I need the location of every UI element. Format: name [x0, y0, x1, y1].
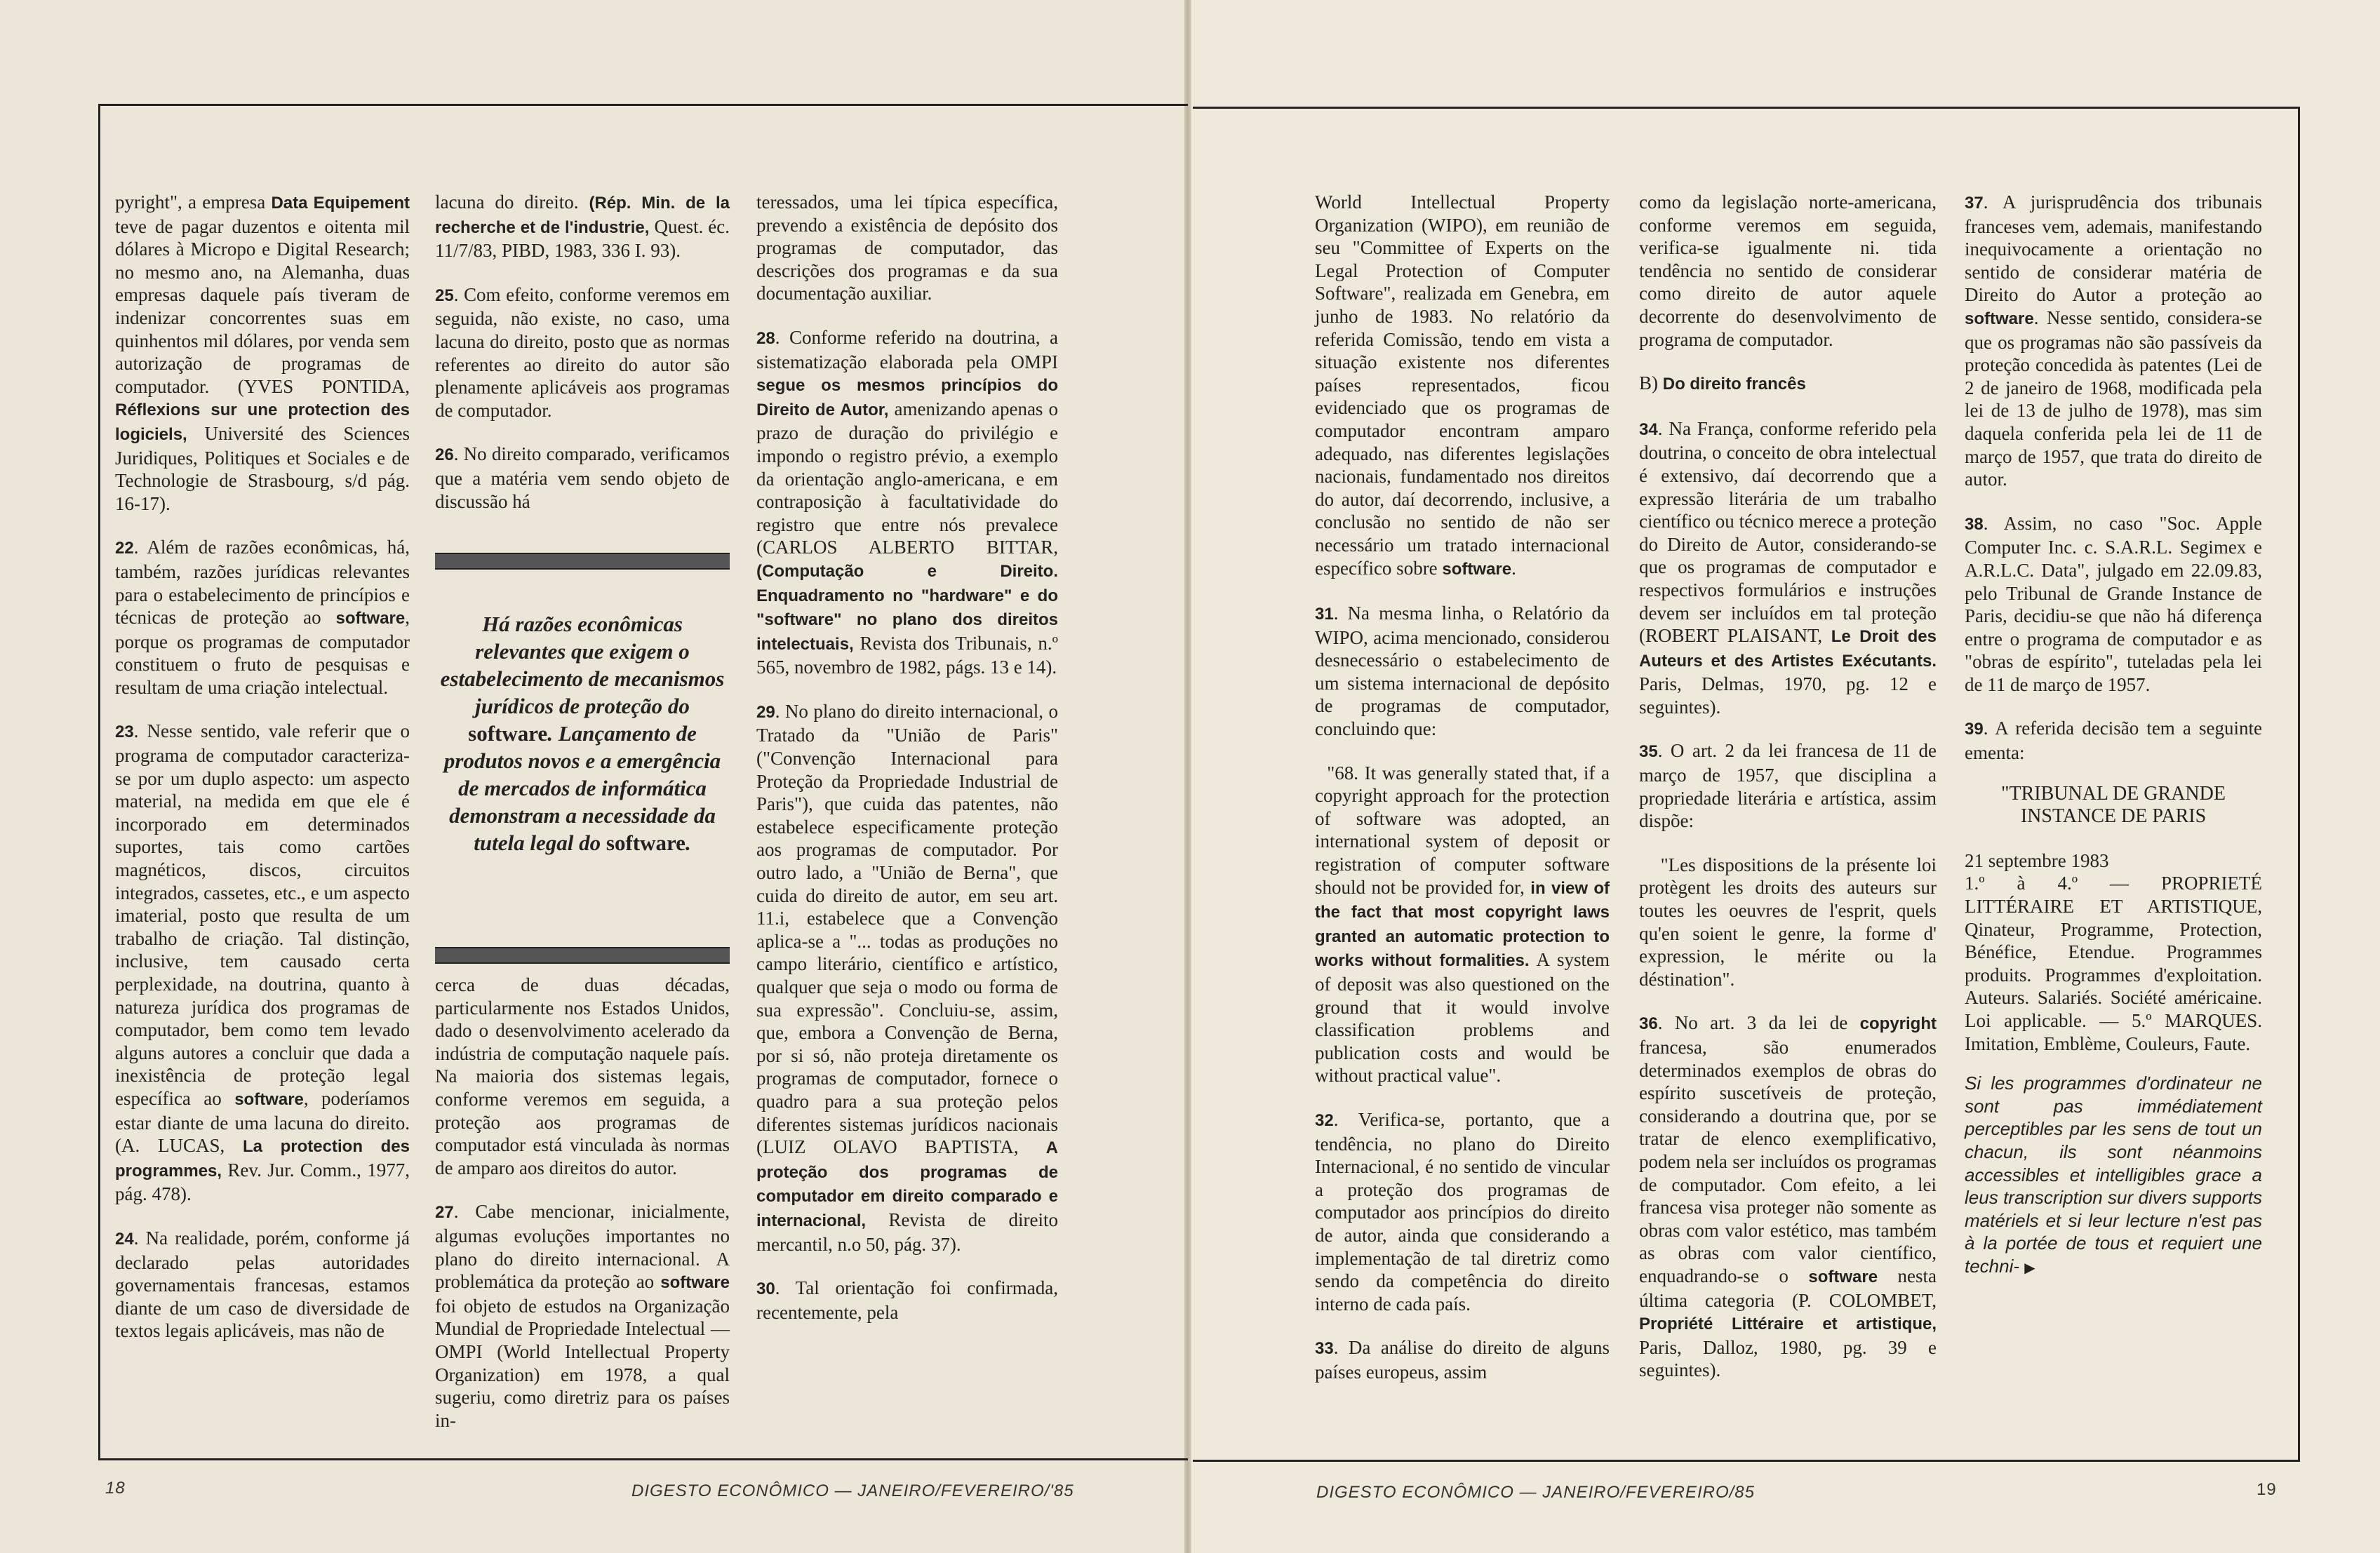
right-column-3	[1965, 191, 2262, 1301]
paragraph-37: 37. A jurisprudência dos tribunais franceses vem, ademais, manifestando inequivocamente a orientação no sentido de considerar matéria de Direito do Autor a proteção ao software. Nesse sentido, considera-se que os programas não são passíveis da proteção concedida às patentes (Lei de 2 de janeiro de 1968, modificada pela lei de 13 de julho de 1978), mas sim daquela conferida pela lei de 11 de março de 1957, que trata do direito de autor.	[1965, 191, 2262, 490]
paragraph-25: 25. Com efeito, conforme veremos em seguida, não existe, no caso, uma lacuna do direito, posto que as normas referentes ao direito do autor são plenamente aplicáveis aos programas de computador.	[435, 283, 730, 421]
paragraph-36: 36. No art. 3 da lei de copyright francesa, são enumerados determinados exemplos de obras do espírito suscetíveis de proteção, considerando a doutrina que, por se tratar de elenco exemplificativo, podem nela ser incluídos os programas de computador. Com efeito, a lei francesa visa proteger não somente as obras com valor estético, mas também as obras com valor científico, enquadrando-se o software nesta última categoria (P. COLOMBET, Propriété Littéraire et artistique, Paris, Dalloz, 1980, pg. 39 e seguintes).	[1639, 1012, 1937, 1381]
paragraph: pyright", a empresa Data Equipement teve de pagar duzentos e oitenta mil dólares à Micropo e Digital Research; no mesmo ano, na Alemanha, duas empresas daquele país tiveram de indenizar concorrentes suas em quinhentos mil dólares, por venda sem autorização de programas de computador. (YVES PONTIDA, Réflexions sur une protection des logiciels, Université des Sciences Juridiques, Politiques et Sociales e de Technologie de Strasbourg, s/d pág. 16-17).	[115, 191, 410, 514]
left-column-2-bottom	[435, 974, 730, 1453]
pullquote-bar-top	[435, 553, 730, 570]
pullquote-text-2: . Lançamento de produtos novos e a emergência de mercados de informática demonstram a necessidade da tutela legal do	[443, 721, 721, 855]
pullquote-text: Há razões econômicas relevantes que exigem o estabelecimento de mecanismos jurídicos de proteção do	[440, 612, 725, 718]
paragraph: teressados, uma lei típica específica, prevendo a existência de depósito dos programas de computador, das descrições dos programas e da sua documentação auxiliar.	[756, 191, 1058, 304]
paragraph-28: 28. Conforme referido na doutrina, a sistematização elaborada pela OMPI segue os mesmos princípios do Direito de Autor, amenizando apenas o prazo de duração do privilégio e impondo o registro prévio, a exemplo da orientação anglo-americana, e em contraposição à facultatividade do registro que entre nós prevalece (CARLOS ALBERTO BITTAR, (Computação e Direito. Enquadramento no "hardware" e do "software" no plano dos direitos intelectuais, Revista dos Tribunais, n.º 565, novembro de 1982, págs. 13 e 14).	[756, 326, 1058, 678]
pullquote: Há razões econômicas relevantes que exigem o estabelecimento de mecanismos jurídicos de proteção do software. Lançamento de produtos novos e a emergência de mercados de informática demonstram a necessidade da tutela legal do software.	[440, 612, 725, 855]
pullquote-software-2: software	[606, 831, 686, 855]
paragraph: cerca de duas décadas, particularmente nos Estados Unidos, dado o desenvolvimento acelerado da indústria de computação naquele país. Na maioria dos sistemas legais, conforme veremos em seguida, a proteção aos programas de computador está vinculada às normas de amparo aos direitos do autor.	[435, 974, 730, 1178]
paragraph-30: 30. Tal orientação foi confirmada, recentemente, pela	[756, 1277, 1058, 1323]
tribunal-italic-text: Si les programmes d'ordinateur ne sont pas immédiatement perceptibles par les sens de tout un chacun, ils sont néanmoins accessibles et intelligibles grace a leus transcription sur divers supports matériels et si leur lecture n'est pas à la portée de tous et requiert une techni-	[1965, 1073, 2262, 1277]
right-footer-title: DIGESTO ECONÔMICO — JANEIRO/FEVEREIRO/85	[1316, 1483, 1755, 1502]
paragraph-27: 27. Cabe mencionar, inicialmente, algumas evoluções importantes no plano do direito internacional. A problemática da proteção ao software foi objeto de estudos na Organização Mundial de Propriedade Intelectual — OMPI (World Intellectual Property Organization) em 1978, a qual sugeriu, como diretriz para os países in-	[435, 1201, 730, 1431]
paragraph-31: 31. Na mesma linha, o Relatório da WIPO, acima mencionado, considerou desnecessário o estabelecimento de um sistema internacional de depósito de programas de computador, concluindo que:	[1315, 603, 1610, 740]
paragraph: World Intellectual Property Organization (WIPO), em reunião de seu "Committee of Experts on the Legal Protection of Computer Software", realizada em Genebra, em junho de 1983. No relatório da referida Comissão, tendo em vista a situação existente nos diferentes países representados, ficou evidenciado que os programas de computador encontram amparo adequado, nas diferentes legislações nacionais, fundamentado nos direitos do autor, daí decorrendo, inclusive, a conclusão no sentido de não ser necessário um tratado internacional específico sobre software.	[1315, 191, 1610, 579]
paragraph-24: 24. Na realidade, porém, conforme já declarado pelas autoridades governamentais francesas, estamos diante de um caso de diversidade de textos legais aplicáveis, mas não de	[115, 1227, 410, 1342]
paragraph-38: 38. Assim, no caso "Soc. Apple Computer Inc. c. S.A.R.L. Segimex e A.R.L.C. Data", julgado em 22.09.83, pelo Tribunal de Grande Instance de Paris, decidiu-se que não há diferença entre o programa de computador e as "obras de espírito", tuteladas pela lei de 11 de março de 1957.	[1965, 512, 2262, 695]
tribunal-date: 21 septembre 1983	[1965, 849, 2109, 871]
paragraph-34: 34. Na França, conforme referido pela doutrina, o conceito de obra intelectual é extensivo, daí decorrendo que a expressão literária de um trabalho científico ou técnico merece a proteção do Direito de Autor, considerando-se que os programas de computador e respectivos formulários e instruções devem ser incluídos em tal proteção (ROBERT PLAISANT, Le Droit des Auteurs et des Artistes Exécutants. Paris, Delmas, 1970, pg. 12 e seguintes).	[1639, 417, 1937, 718]
paragraph-33: 33. Da análise do direito de alguns países europeus, assim	[1315, 1337, 1610, 1383]
french-quote: "Les dispositions de la présente loi protègent les droits des auteurs sur toutes les oeuvres de l'esprit, quels qu'en soient le genre, la forme d' expression, le mérite ou la déstination".	[1639, 854, 1937, 990]
paragraph: como da legislação norte-americana, conforme veremos em seguida, verifica-se igualmente ni. tida tendência no sentido de considerar como direito de autor aquele decorrente do desenvolvimento de programa de computador.	[1639, 191, 1937, 350]
paragraph: lacuna do direito. (Rép. Min. de la recherche et de l'industrie, Quest. éc. 11/7/83, PIBD, 1983, 336 I. 93).	[435, 191, 730, 262]
left-page-number: 18	[105, 1479, 126, 1498]
tribunal-body: 1.º à 4.º — PROPRIETÉ LITTÉRAIRE ET ARTISTIQUE, Qinateur, Programme, Protection, Bénéfice, Etendue. Programmes produits. Programmes d'exploitation. Auteurs. Salariés. Société américaine. Loi applicable. — 5.º MARQUES. Imitation, Emblème, Couleurs, Faute.	[1965, 873, 2262, 1054]
pullquote-bar-bottom	[435, 947, 730, 964]
paragraph-22: 22. Além de razões econômicas, há, também, razões jurídicas relevantes para o estabelecimento de princípios e técnicas de proteção ao software, porque os programas de computador constituem o fruto de pesquisas e resultam de uma criação intelectual.	[115, 537, 410, 698]
right-column-2	[1639, 191, 1937, 1403]
paragraph-26: 26. No direito comparado, verificamos que a matéria vem sendo objeto de discussão há	[435, 443, 730, 512]
tribunal-heading: "TRIBUNAL DE GRANDE INSTANCE DE PARIS	[2001, 782, 2226, 828]
paragraph-32: 32. Verifica-se, portanto, que a tendência, no plano do Direito Internacional, é no sentido de vincular a proteção dos programas de computador aos princípios do direito de autor, ainda que considerando a implementação de tal diretriz como sendo da competência do direito interno de cada país.	[1315, 1108, 1610, 1315]
left-column-3	[756, 191, 1058, 1345]
right-column-1	[1315, 191, 1610, 1405]
pullquote-software: software	[468, 721, 548, 746]
tribunal-italic	[1965, 1072, 2262, 1279]
paragraph-29: 29. No plano do direito internacional, o Tratado da "União de Paris" ("Convenção Internacional para Proteção da Propriedade Industrial de Paris"), que cuida das patentes, não estabelece especificamente proteção aos programas de computador. Por outro lado, a "União de Berna", que cuida do direito de autor, em seu art. 11.i, estabelece que a Convenção aplica-se a "... todas as produções no campo literário, científico e artístico, qualquer que seja o modo ou forma de sua expressão". Concluiu-se, assim, que, embora a Convenção de Berna, por si só, não proteja diretamente os programas de computador, fornece o quadro para a sua proteção pelos diferentes sistemas jurídicos nacionais (LUIZ OLAVO BAPTISTA, A proteção dos programas de computador em direito comparado e internacional, Revista de direito mercantil, n.o 50, pág. 37).	[756, 700, 1058, 1255]
quote-68: "68. It was generally stated that, if a copyright approach for the protection of software was adopted, an international system of deposit or registration of computer software should not be provided for, in view of the fact that most copyright laws granted an automatic protection to works without formalities. A system of deposit was also questioned on the ground that it would involve classification problems and publication costs and would be without practical value".	[1315, 762, 1610, 1087]
paragraph-39: 39. A referida decisão tem a seguinte ementa:	[1965, 718, 2262, 764]
paragraph-23: 23. Nesse sentido, vale referir que o programa de computador caracteriza-se por um duplo aspecto: um aspecto material, na medida em que ele é incorporado em determinados suportes, tais como cartões magnéticos, discos, circuitos integrados, cassetes, etc., e um aspecto imaterial, posto que resulta de um trabalho de criação. Tal distinção, inclusive, tem causado certa perplexidade, na doutrina, quanto à natureza jurídica dos programas de computador, bem como tem levado alguns autores a concluir que dada a inexistência de proteção legal específica ao software, poderíamos estar diante de uma lacuna do direito. (A. LUCAS, La protection des programmes, Rev. Jur. Comm., 1977, pág. 478).	[115, 720, 410, 1205]
section-heading: B) Do direito francês	[1639, 372, 1806, 394]
left-column-1	[115, 191, 410, 1364]
right-page-number: 19	[2257, 1480, 2277, 1499]
left-footer-title: DIGESTO ECONÔMICO — JANEIRO/FEVEREIRO/'85	[631, 1481, 1074, 1500]
paragraph-35: 35. O art. 2 da lei francesa de 11 de março de 1957, que disciplina a propriedade literária e artística, assim dispõe:	[1639, 740, 1937, 832]
continue-arrow-icon: ▶	[2024, 1260, 2035, 1276]
left-column-2-top	[435, 191, 730, 534]
